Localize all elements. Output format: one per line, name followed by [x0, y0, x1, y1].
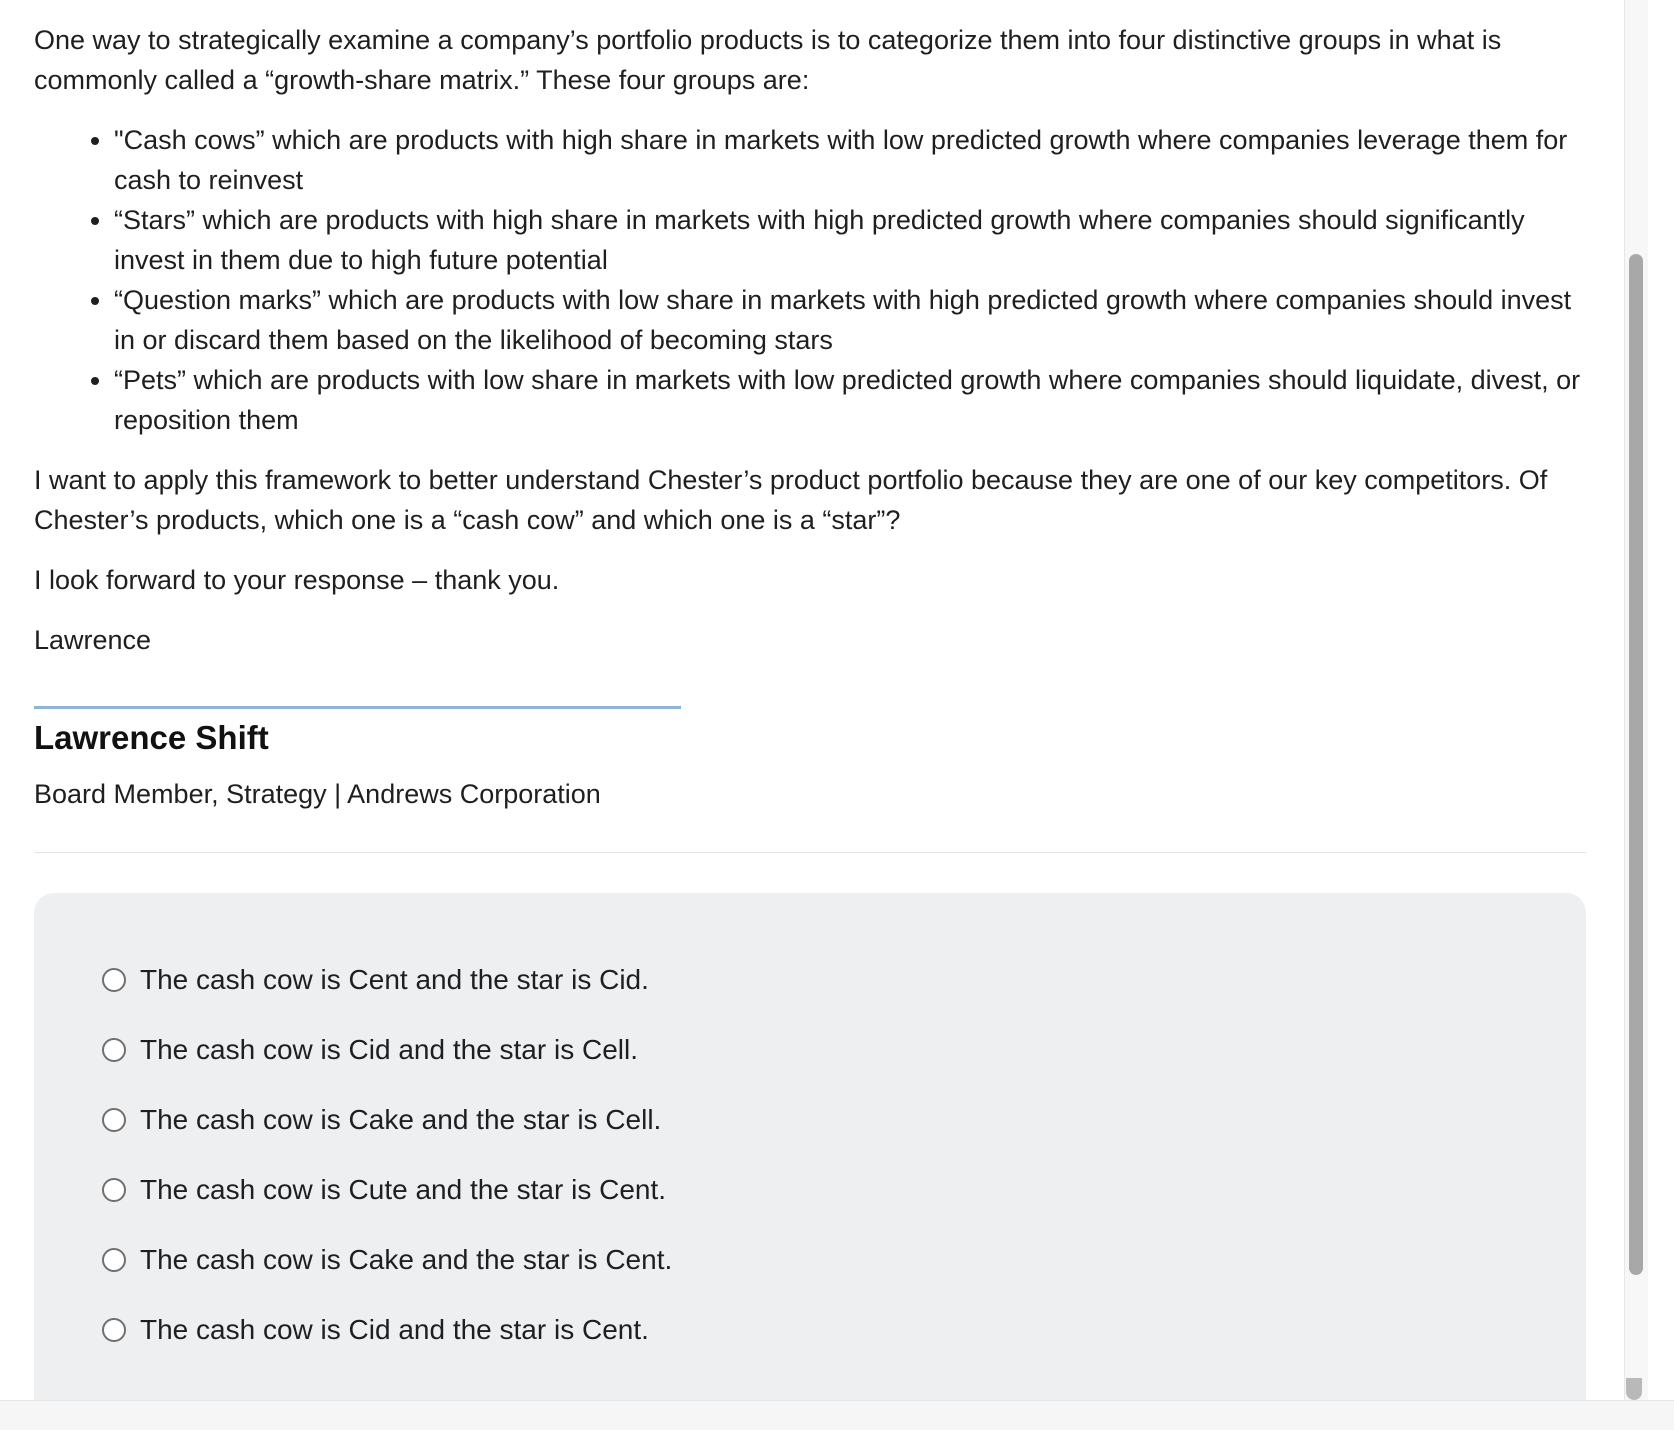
answer-option-5[interactable]: [102, 1225, 672, 1295]
answer-options: [102, 945, 672, 1365]
list-item-question-marks: • “Question marks” which are products with low share in markets with high predicted growth where companies should invest in or discard them based on the likelihood of becoming stars: [114, 280, 1586, 360]
email-signoff: Lawrence: [34, 625, 152, 655]
section-divider: [34, 852, 1586, 853]
answer-option-3[interactable]: [102, 1085, 672, 1155]
answer-option-4[interactable]: [102, 1155, 672, 1225]
radio-button[interactable]: [102, 1178, 126, 1202]
email-closing: I look forward to your response – thank you.: [34, 565, 560, 595]
answer-option-1[interactable]: [102, 945, 672, 1015]
email-question: I want to apply this framework to better understand Chester’s product portfolio because they are one of our key competitors. Of Chester’s products, which one is a “cash cow” and which one is a “star”?: [34, 465, 1548, 535]
list-item-cash-cows: • "Cash cows” which are products with high share in markets with low predicted growth where companies leverage them for cash to reinvest: [114, 120, 1586, 200]
signature-title: Board Member, Strategy | Andrews Corporation: [34, 779, 601, 809]
quiz-panel: [34, 893, 1586, 1400]
radio-button[interactable]: [102, 968, 126, 992]
radio-button[interactable]: [102, 1248, 126, 1272]
signature-name: Lawrence Shift: [34, 719, 269, 756]
answer-option-label: The cash cow is Cute and the star is Cent.: [140, 1174, 667, 1205]
email-intro: One way to strategically examine a company’s portfolio products is to categorize them into four distinctive groups in what is commonly called a “growth-share matrix.” These four groups are:: [34, 25, 1502, 95]
answer-option-label: The cash cow is Cid and the star is Cent.: [140, 1314, 649, 1345]
matrix-groups-list: [34, 120, 1586, 440]
answer-option-2[interactable]: [102, 1015, 672, 1085]
email-content: [34, 20, 1586, 1400]
radio-button[interactable]: [102, 1318, 126, 1342]
signature-divider: [34, 706, 681, 709]
answer-option-label: The cash cow is Cake and the star is Cell.: [140, 1104, 662, 1135]
bottom-scroll-track: [0, 1400, 1674, 1430]
scrollbar-thumb[interactable]: [1629, 254, 1643, 1275]
scrollbar-end-cap: [1626, 1378, 1642, 1400]
list-item-stars: • “Stars” which are products with high share in markets with high predicted growth where companies should significantly invest in them due to high future potential: [114, 200, 1586, 280]
list-item-pets: • “Pets” which are products with low share in markets with low predicted growth where companies should liquidate, divest, or reposition them: [114, 360, 1586, 440]
answer-option-label: The cash cow is Cid and the star is Cell.: [140, 1034, 638, 1065]
answer-option-label: The cash cow is Cent and the star is Cid.: [140, 964, 649, 995]
answer-option-6[interactable]: [102, 1295, 672, 1365]
vertical-scrollbar[interactable]: [1624, 0, 1648, 1400]
radio-button[interactable]: [102, 1038, 126, 1062]
radio-button[interactable]: [102, 1108, 126, 1132]
answer-option-label: The cash cow is Cake and the star is Cent.: [140, 1244, 673, 1275]
